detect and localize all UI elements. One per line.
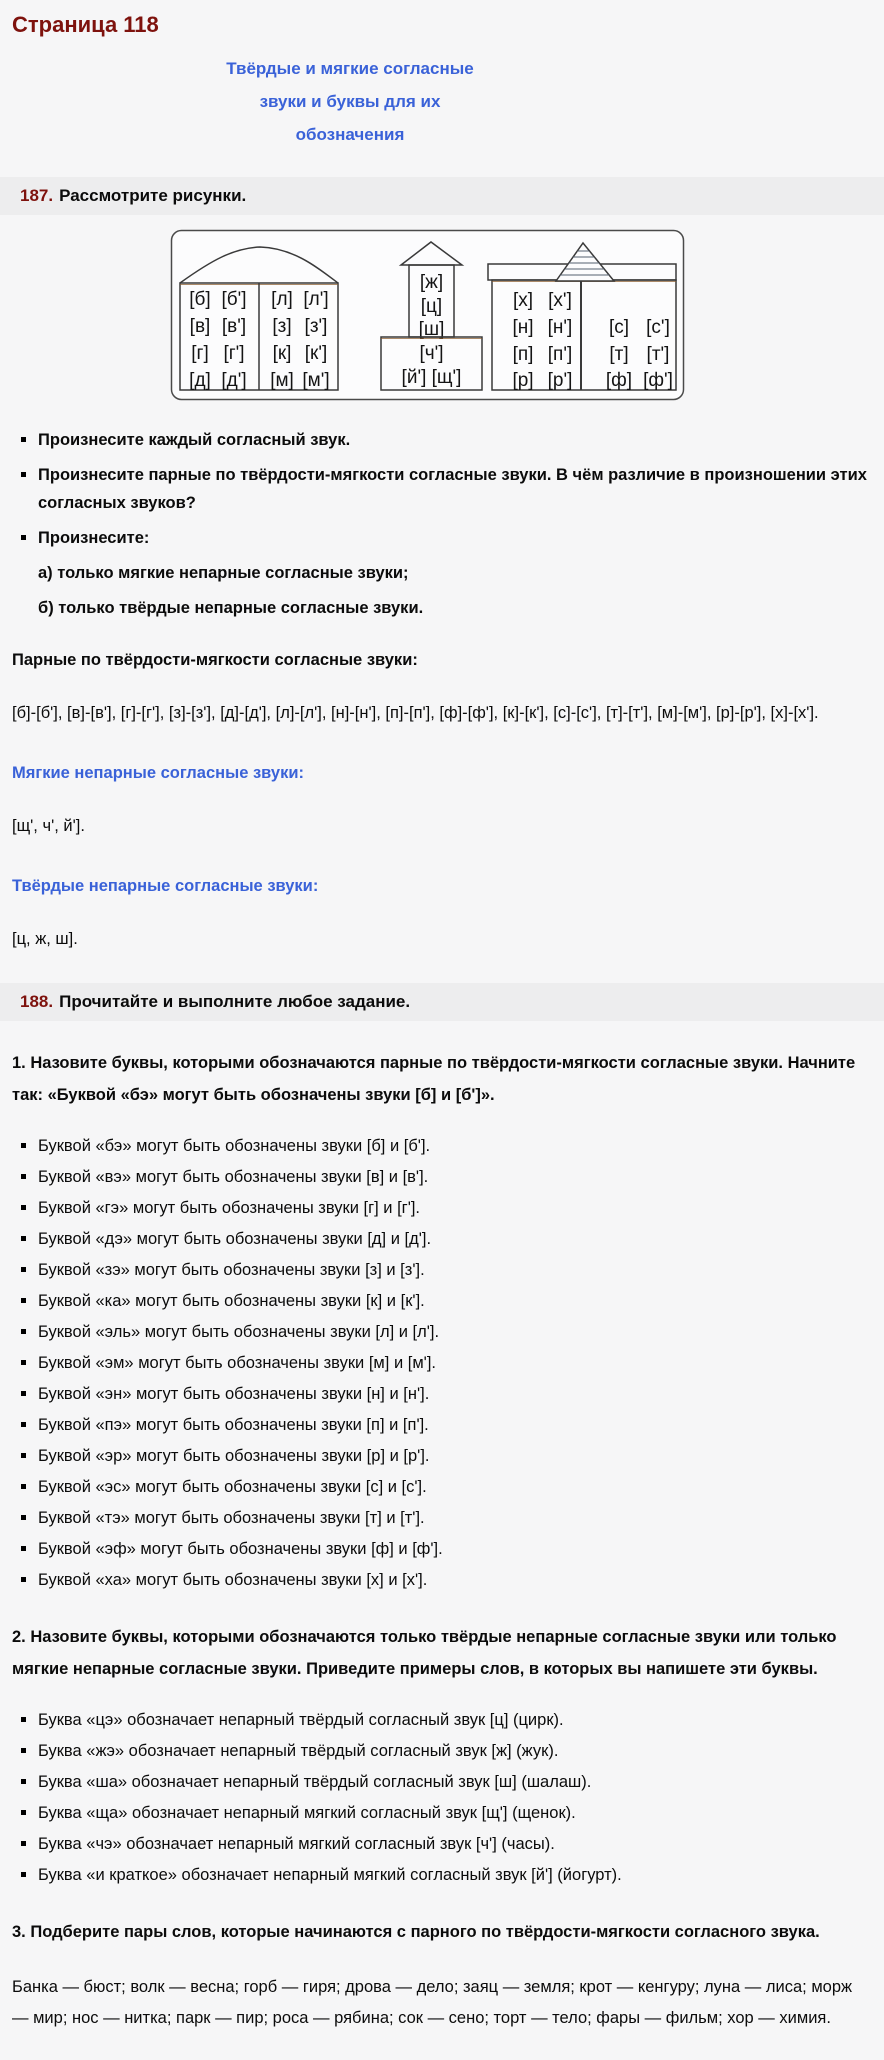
lesson-heading-line: Твёрдые и мягкие согласные bbox=[226, 59, 474, 78]
list-item: Буквой «эн» могут быть обозначены звуки [н] и [н']. bbox=[38, 1379, 870, 1409]
sound-cell: [д] bbox=[189, 370, 211, 391]
list-item: Буквой «тэ» могут быть обозначены звуки [т] и [т']. bbox=[38, 1503, 870, 1533]
list-item: Буквой «зэ» могут быть обозначены звуки [з] и [з']. bbox=[38, 1255, 870, 1285]
part2-heading: 2. Назовите буквы, которыми обозначаются только твёрдые непарные согласные звуки или только мягкие непарные согласные звуки. Приведите примеры слов, в которых вы напишете эти буквы. bbox=[12, 1628, 837, 1678]
list-item: Буквой «эр» могут быть обозначены звуки [р] и [р']. bbox=[38, 1441, 870, 1471]
soft-unpaired-text: [щ', ч', й']. bbox=[12, 817, 85, 835]
list-item: Буква «ша» обозначает непарный твёрдый согласный звук [ш] (шалаш). bbox=[38, 1767, 870, 1797]
task-187-title: Рассмотрите рисунки. bbox=[59, 186, 247, 205]
sound-cell: [б] bbox=[189, 289, 211, 310]
sound-cell: [с] bbox=[608, 317, 630, 338]
task-187-number: 187. bbox=[20, 186, 54, 205]
task-187-bullet-list bbox=[0, 426, 884, 552]
sound-cell: [м] bbox=[270, 370, 294, 391]
lesson-heading bbox=[0, 52, 700, 151]
list-item: Буквой «эм» могут быть обозначены звуки [м] и [м']. bbox=[38, 1348, 870, 1378]
part1-heading: 1. Назовите буквы, которыми обозначаются парные по твёрдости-мягкости согласные звуки. Начните так: «Буквой «бэ» могут быть обозначены звуки [б] и [б']». bbox=[12, 1054, 856, 1104]
lesson-heading-line: обозначения bbox=[295, 125, 405, 144]
sound-cell: [х] bbox=[512, 290, 534, 311]
sound-cell: [г] bbox=[191, 343, 209, 364]
pairs-heading: Парные по твёрдости-мягкости согласные звуки: bbox=[12, 651, 418, 669]
part1-list bbox=[0, 1131, 884, 1595]
list-item: Произнесите: bbox=[38, 524, 870, 552]
consonant-houses-svg bbox=[170, 229, 685, 401]
soft-unpaired-heading: Мягкие непарные согласные звуки: bbox=[12, 764, 304, 782]
task-188-number: 188. bbox=[20, 992, 54, 1011]
sub-item-b: б) только твёрдые непарные согласные звуки. bbox=[38, 599, 424, 617]
list-item: Буквой «эс» могут быть обозначены звуки [с] и [с']. bbox=[38, 1472, 870, 1502]
sound-cell: [з] bbox=[272, 316, 292, 337]
sound-cell: [р'] bbox=[547, 370, 573, 391]
sound-cell: [в'] bbox=[221, 316, 247, 337]
list-item: Буква «чэ» обозначает непарный мягкий согласный звук [ч'] (часы). bbox=[38, 1829, 870, 1859]
sound-cell: [б'] bbox=[221, 289, 247, 310]
list-item: Буквой «пэ» могут быть обозначены звуки [п] и [п']. bbox=[38, 1410, 870, 1440]
list-item: Произнесите каждый согласный звук. bbox=[38, 426, 870, 454]
sound-cell: [т] bbox=[609, 344, 629, 365]
list-item: Буква «и краткое» обозначает непарный мягкий согласный звук [й'] (йогурт). bbox=[38, 1860, 870, 1890]
sub-item-a: а) только мягкие непарные согласные звуки; bbox=[38, 564, 409, 582]
sound-cell: [з'] bbox=[304, 316, 328, 337]
sound-cell: [к] bbox=[272, 343, 292, 364]
sound-cell: [ч'] bbox=[419, 343, 444, 364]
part3-heading: 3. Подберите пары слов, которые начинаются с парного по твёрдости-мягкости согласного звука. bbox=[12, 1923, 820, 1941]
hard-unpaired-text: [ц, ж, ш]. bbox=[12, 930, 78, 948]
task-188-title: Прочитайте и выполните любое задание. bbox=[59, 992, 411, 1011]
consonant-houses-figure bbox=[170, 229, 884, 406]
sound-cell: [в] bbox=[189, 316, 211, 337]
sound-cell: [ф] bbox=[605, 370, 633, 391]
list-item: Буквой «ха» могут быть обозначены звуки [х] и [х']. bbox=[38, 1565, 870, 1595]
list-item: Буквой «эль» могут быть обозначены звуки [л] и [л']. bbox=[38, 1317, 870, 1347]
sound-cell: [р] bbox=[512, 370, 534, 391]
sound-cell: [т'] bbox=[646, 344, 670, 365]
sound-cell: [с'] bbox=[646, 317, 670, 338]
sound-cell: [х'] bbox=[548, 290, 572, 311]
part2-list bbox=[0, 1705, 884, 1890]
list-item: Буква «цэ» обозначает непарный твёрдый согласный звук [ц] (цирк). bbox=[38, 1705, 870, 1735]
part3-text: Банка — бюст; волк — весна; горб — гиря; дрова — дело; заяц — земля; крот — кенгуру; луна — лиса; морж — мир; нос — нитка; парк — пир; роса — рябина; сок — сено; торт — тело; фары — фильм; хор — химия. bbox=[12, 1978, 853, 2027]
sound-cell: [ц] bbox=[420, 296, 443, 317]
pairs-text: [б]-[б'], [в]-[в'], [г]-[г'], [з]-[з'], [д]-[д'], [л]-[л'], [н]-[н'], [п]-[п'], [ф]-[ф'], [к]-[к'], [с]-[с'], [т]-[т'], [м]-[м'], [р]-[р'], [х]-[х']. bbox=[12, 704, 819, 722]
sound-cell: [ф'] bbox=[643, 370, 673, 391]
list-item: Буквой «эф» могут быть обозначены звуки [ф] и [ф']. bbox=[38, 1534, 870, 1564]
list-item: Буква «ща» обозначает непарный мягкий согласный звук [щ'] (щенок). bbox=[38, 1798, 870, 1828]
list-item: Буквой «бэ» могут быть обозначены звуки [б] и [б']. bbox=[38, 1131, 870, 1161]
sound-cell: [ш] bbox=[418, 319, 445, 340]
sound-cell: [н] bbox=[512, 317, 534, 338]
list-item: Буквой «ка» могут быть обозначены звуки [к] и [к']. bbox=[38, 1286, 870, 1316]
task-188-bar bbox=[0, 983, 884, 1021]
list-item: Буквой «вэ» могут быть обозначены звуки [в] и [в']. bbox=[38, 1162, 870, 1192]
list-item: Буквой «дэ» могут быть обозначены звуки [д] и [д']. bbox=[38, 1224, 870, 1254]
sound-cell: [п] bbox=[512, 344, 534, 365]
sound-cell: [л'] bbox=[303, 289, 329, 310]
lesson-heading-line: звуки и буквы для их bbox=[259, 92, 441, 111]
sound-cell: [л] bbox=[271, 289, 293, 310]
list-item: Произнесите парные по твёрдости-мягкости согласные звуки. В чём различие в произношении этих согласных звуков? bbox=[38, 461, 870, 517]
sound-cell: [п'] bbox=[547, 344, 573, 365]
list-item: Буквой «гэ» могут быть обозначены звуки [г] и [г']. bbox=[38, 1193, 870, 1223]
sound-cell: [г'] bbox=[223, 343, 245, 364]
sound-cell: [н'] bbox=[547, 317, 573, 338]
sound-cell: [й'] [щ'] bbox=[401, 367, 462, 388]
sound-cell: [м'] bbox=[302, 370, 330, 391]
sound-cell: [к'] bbox=[304, 343, 328, 364]
hard-unpaired-heading: Твёрдые непарные согласные звуки: bbox=[12, 877, 319, 895]
page-title: Страница 118 bbox=[12, 12, 159, 37]
list-item: Буква «жэ» обозначает непарный твёрдый согласный звук [ж] (жук). bbox=[38, 1736, 870, 1766]
task-187-bar bbox=[0, 177, 884, 215]
sound-cell: [д'] bbox=[221, 370, 247, 391]
sound-cell: [ж] bbox=[419, 272, 444, 293]
